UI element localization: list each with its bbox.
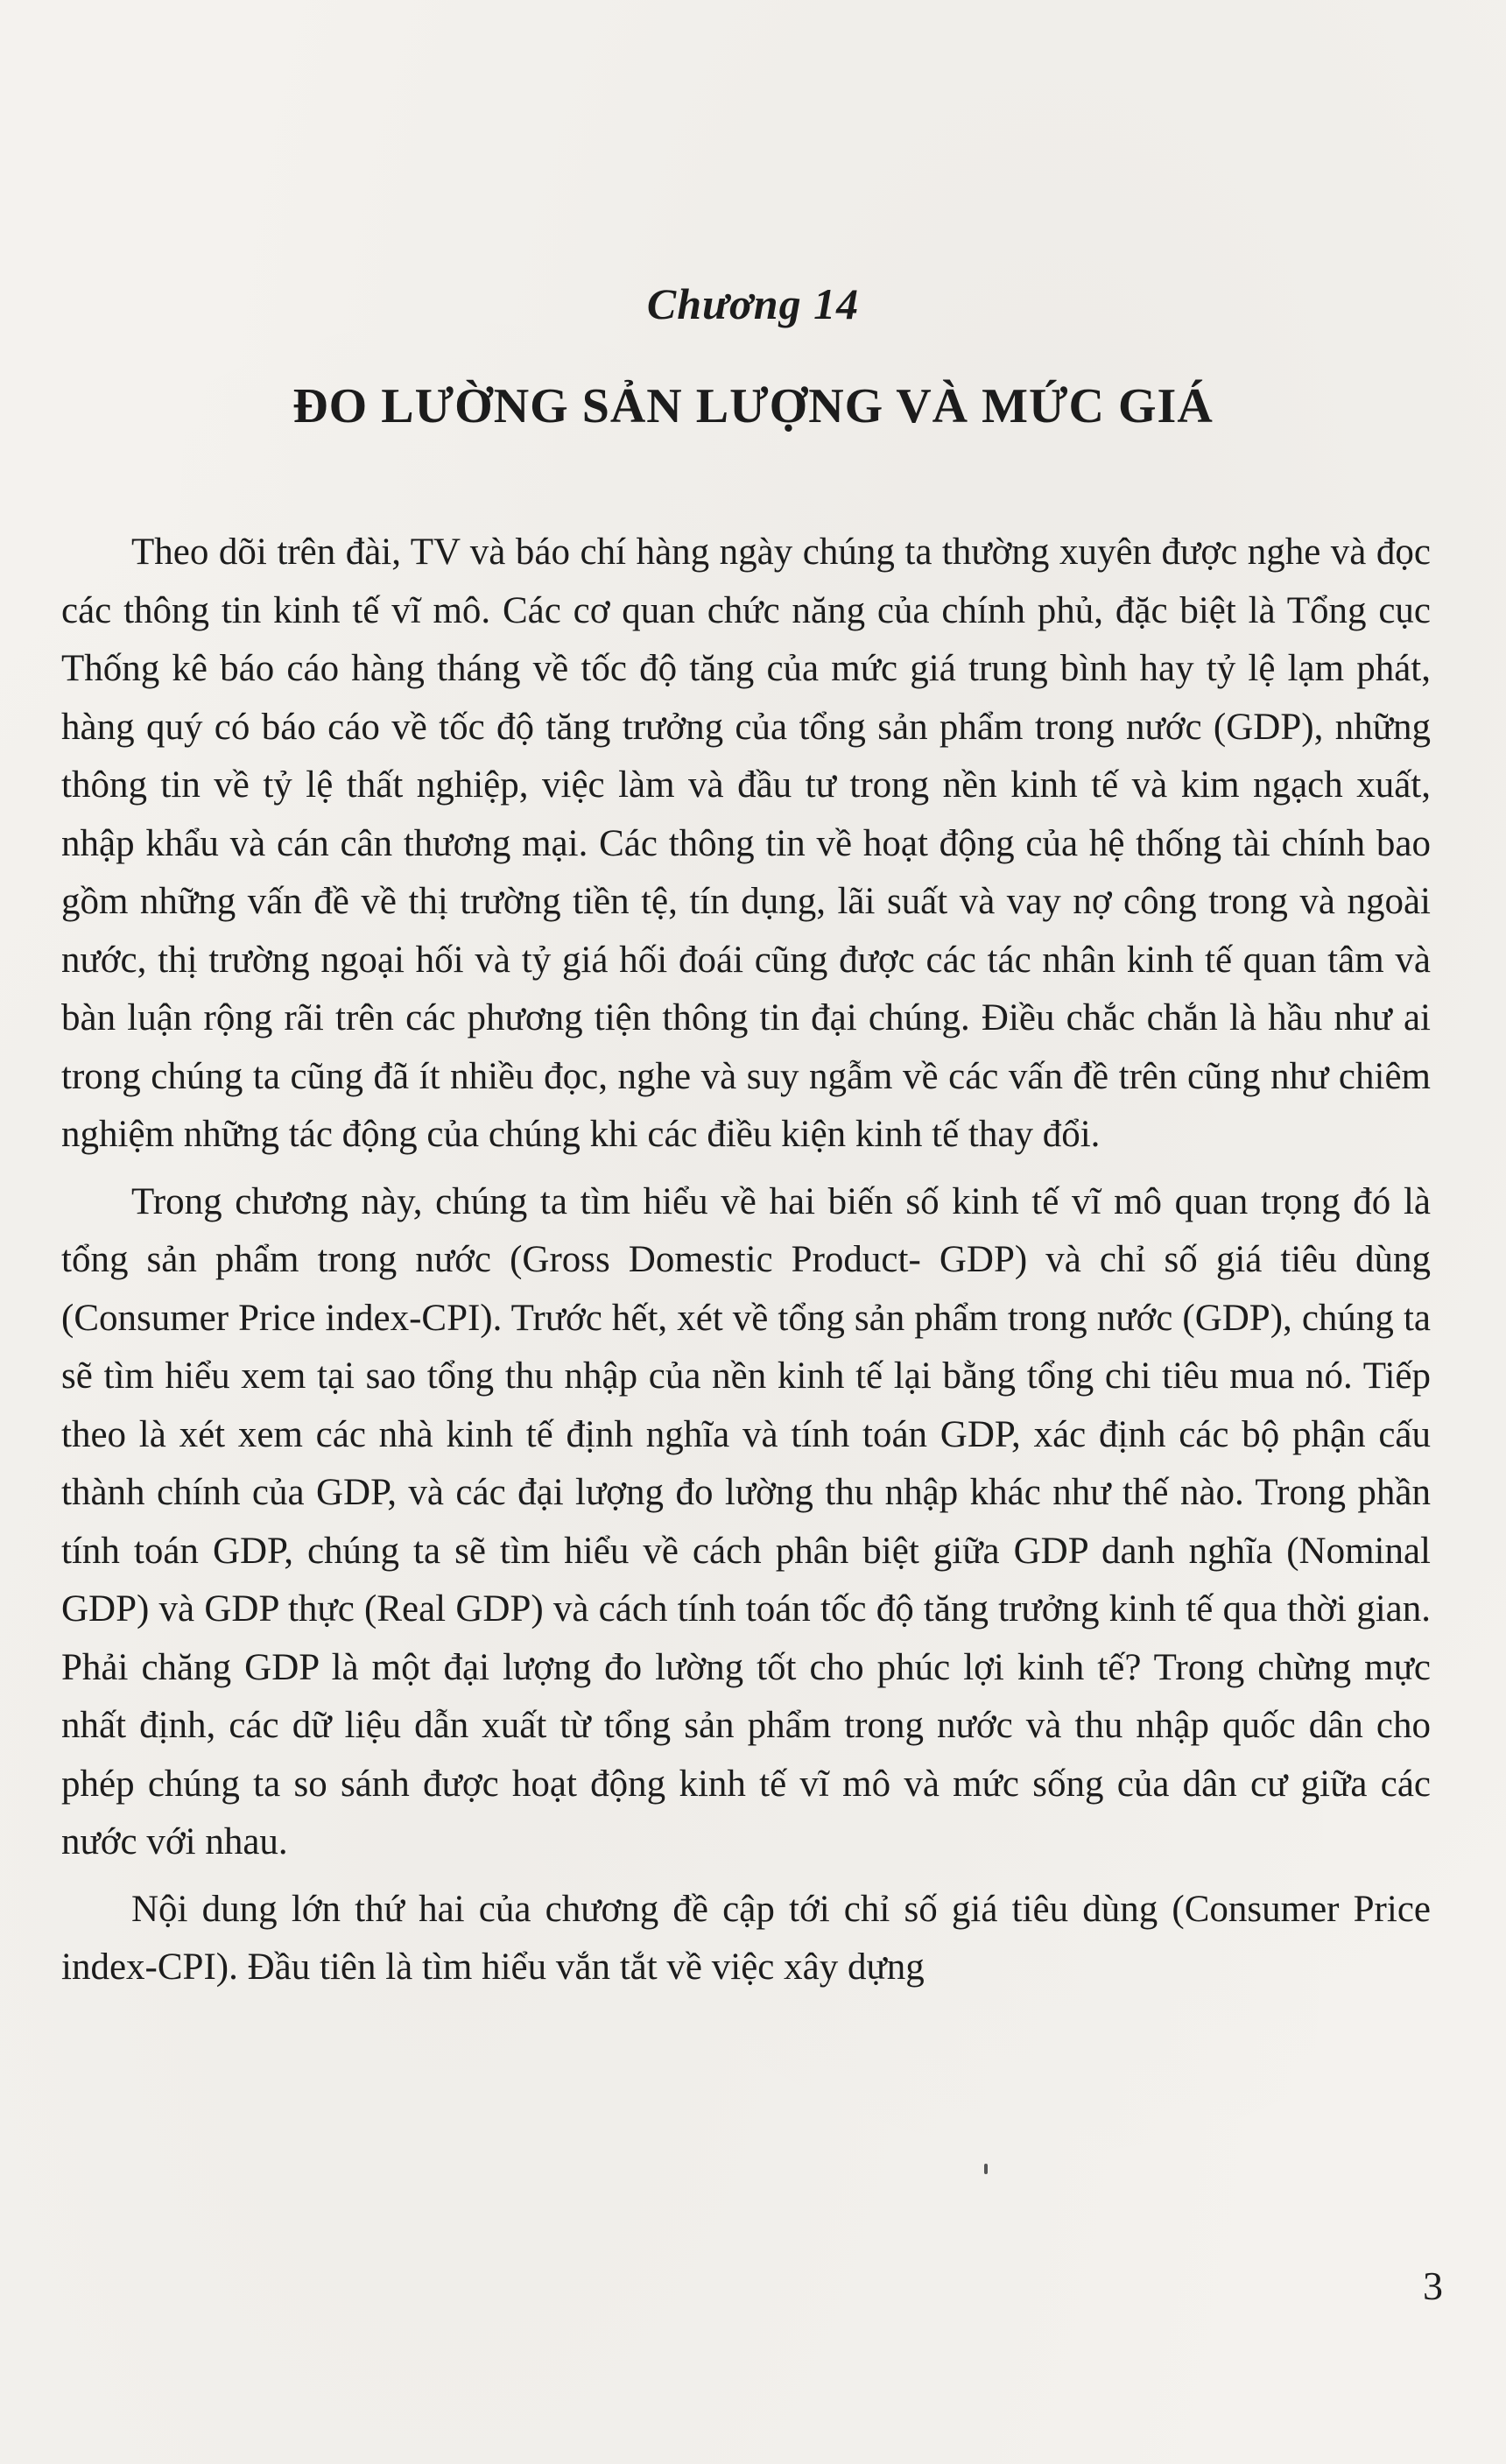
chapter-title: ĐO LƯỜNG SẢN LƯỢNG VÀ MỨC GIÁ: [292, 379, 1214, 433]
page-number: 3: [1423, 2263, 1443, 2308]
body-text: [61, 524, 1431, 2006]
chapter-label: Chương 14: [646, 279, 860, 328]
ink-speck: [984, 2164, 988, 2174]
paragraph-2: Trong chương này, chúng ta tìm hiểu về hai biến số kinh tế vĩ mô quan trọng đó là tổng sản phẩm trong nước (Gross Domestic Product- GDP) và chỉ số giá tiêu dùng (Consumer Price index-CPI). Trước hết, xét về tổng sản phẩm trong nước (GDP), chúng ta sẽ tìm hiểu xem tại sao tổng thu nhập của nền kinh tế lại bằng tổng chi tiêu mua nó. Tiếp theo là xét xem các nhà kinh tế định nghĩa và tính toán GDP, xác định các bộ phận cấu thành chính của GDP, và các đại lượng đo lường thu nhập khác như thế nào. Trong phần tính toán GDP, chúng ta sẽ tìm hiểu về cách phân biệt giữa GDP danh nghĩa (Nominal GDP) và GDP thực (Real GDP) và cách tính toán tốc độ tăng trưởng kinh tế qua thời gian. Phải chăng GDP là một đại lượng đo lường tốt cho phúc lợi kinh tế? Trong chừng mực nhất định, các dữ liệu dẫn xuất từ tổng sản phẩm trong nước và thu nhập quốc dân cho phép chúng ta so sánh được hoạt động kinh tế vĩ mô và mức sống của dân cư giữa các nước với nhau.: [61, 1180, 1431, 1862]
paragraph-1: Theo dõi trên đài, TV và báo chí hàng ngày chúng ta thường xuyên được nghe và đọc các thông tin kinh tế vĩ mô. Các cơ quan chức năng của chính phủ, đặc biệt là Tổng cục Thống kê báo cáo hàng tháng về tốc độ tăng của mức giá trung bình hay tỷ lệ lạm phát, hàng quý có báo cáo về tốc độ tăng trưởng của tổng sản phẩm trong nước (GDP), những thông tin về tỷ lệ thất nghiệp, việc làm và đầu tư trong nền kinh tế và kim ngạch xuất, nhập khẩu và cán cân thương mại. Các thông tin về hoạt động của hệ thống tài chính bao gồm những vấn đề về thị trường tiền tệ, tín dụng, lãi suất và vay nợ công trong và ngoài nước, thị trường ngoại hối và tỷ giá hối đoái cũng được các tác nhân kinh tế quan tâm và bàn luận rộng rãi trên các phương tiện thông tin đại chúng. Điều chắc chắn là hầu như ai trong chúng ta cũng đã ít nhiều đọc, nghe và suy ngẫm về các vấn đề trên cũng như chiêm nghiệm những tác động của chúng khi các điều kiện kinh tế thay đổi.: [61, 532, 1431, 1155]
paragraph-3: Nội dung lớn thứ hai của chương đề cập tới chỉ số giá tiêu dùng (Consumer Price index-CPI). Đầu tiên là tìm hiểu vắn tắt về việc xây dựng: [61, 1888, 1431, 1988]
